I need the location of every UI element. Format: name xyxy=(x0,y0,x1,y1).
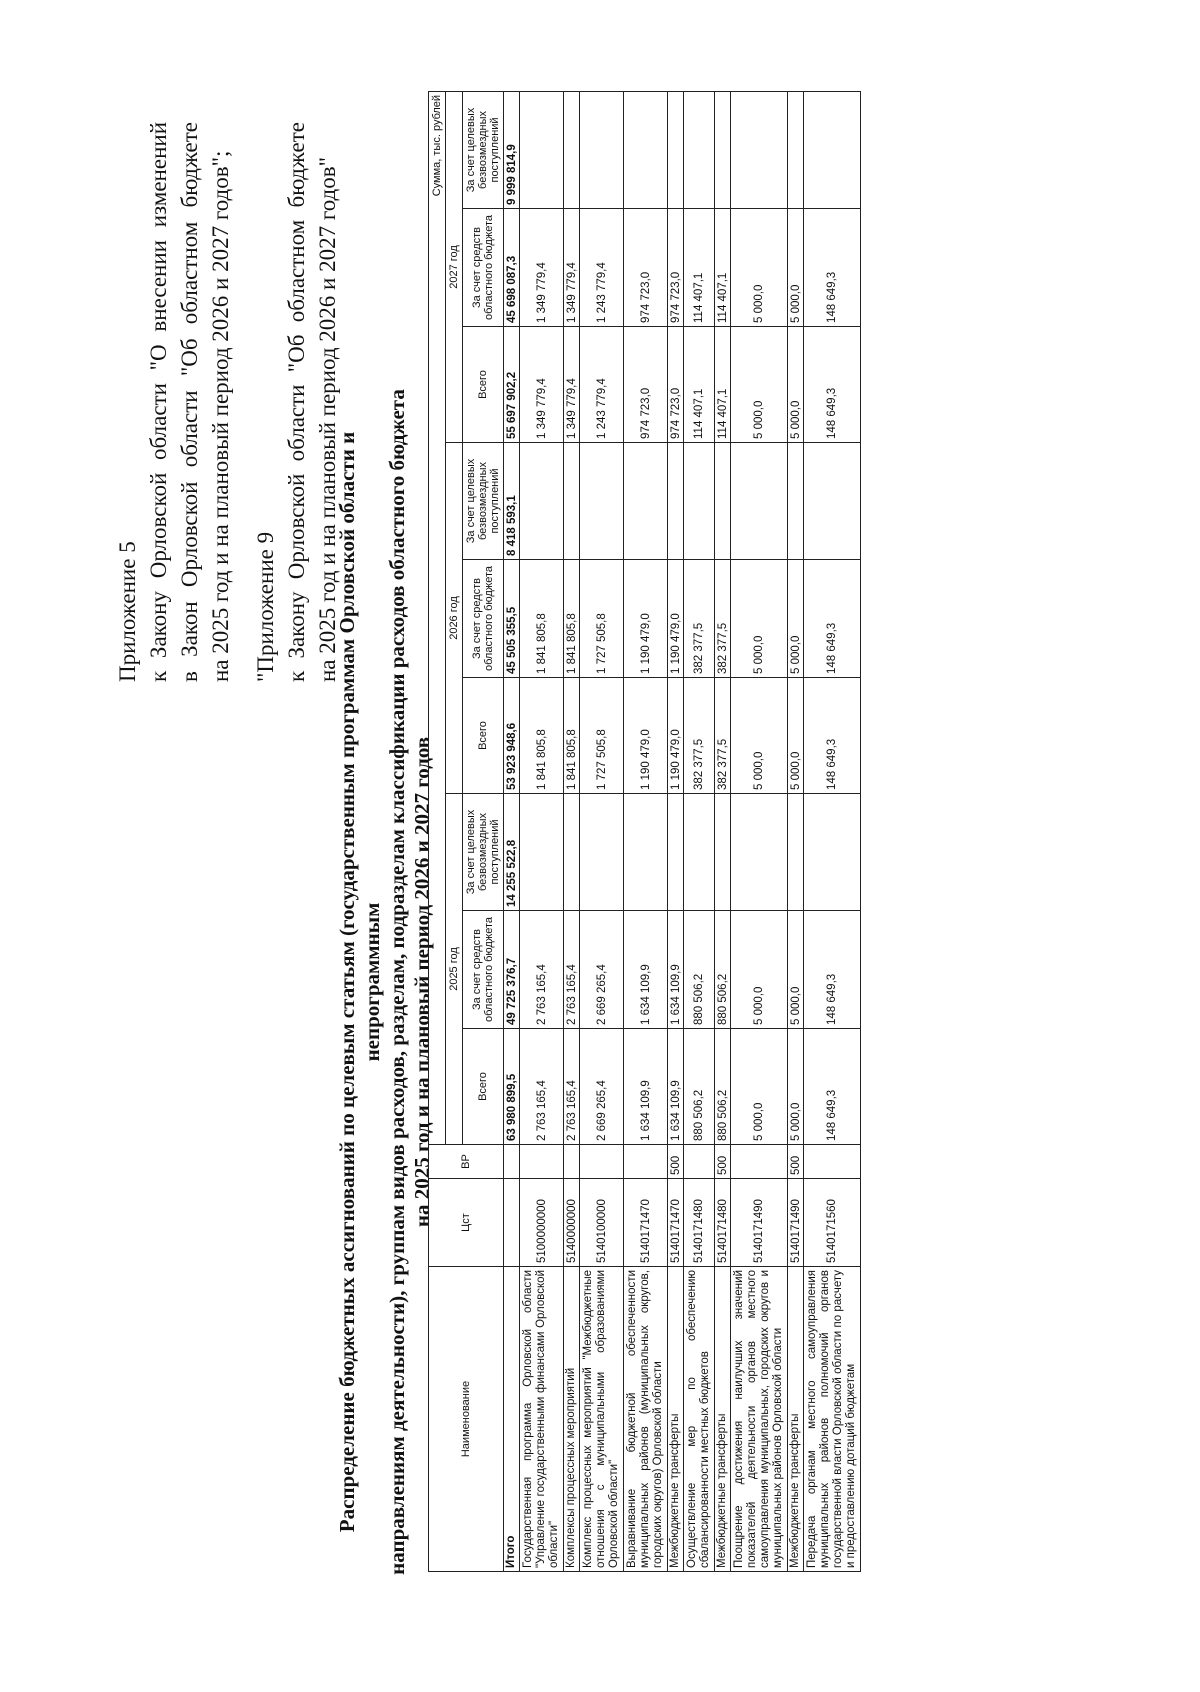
row-vr-cell: 500 xyxy=(788,1145,804,1179)
appendix-line: на 2025 год и на плановый период 2026 и 2027 годов"; xyxy=(208,150,233,682)
row-value-cell: 114 407,1 xyxy=(715,209,731,327)
appendix-block xyxy=(112,122,343,682)
row-value-cell: 880 506,2 xyxy=(684,911,715,1029)
row-value-cell: 382 377,5 xyxy=(684,678,715,794)
appendix-line: к Закону Орловской области "Об областном бюджете xyxy=(284,122,309,682)
row-cst-cell: 5140171490 xyxy=(731,1179,788,1267)
row-value-cell: 1 349 779,4 xyxy=(564,209,580,327)
row-cst-cell xyxy=(504,1179,520,1267)
row-value-cell: 1 634 109,9 xyxy=(668,911,684,1029)
header-targeted: За счет целевых безвозмездных поступлений xyxy=(463,443,504,560)
row-value-cell: 974 723,0 xyxy=(668,327,684,443)
row-value-cell: 2 763 165,4 xyxy=(520,911,564,1029)
title-line: на 2025 год и на плановый период 2026 и 2027 годов xyxy=(410,736,434,1228)
row-value-cell: 1 190 479,0 xyxy=(668,678,684,794)
row-name-cell: Итого xyxy=(504,1267,520,1572)
row-cst-cell: 5140171470 xyxy=(624,1179,668,1267)
row-value-cell: 55 697 902,2 xyxy=(504,327,520,443)
title-line: направлениям деятельности), группам видов расходов, разделам, подразделам классификации расходов областного бюджета xyxy=(385,389,409,1575)
row-value-cell: 2 669 265,4 xyxy=(580,1029,624,1145)
row-value-cell: 2 763 165,4 xyxy=(520,1029,564,1145)
row-value-cell: 1 243 779,4 xyxy=(580,327,624,443)
header-total: Всего xyxy=(463,1029,504,1145)
header-sum: Сумма, тыс. рублей xyxy=(429,91,446,1144)
row-value-cell: 63 980 899,5 xyxy=(504,1029,520,1145)
row-value-cell: 1 841 805,8 xyxy=(564,560,580,678)
row-value-cell: 114 407,1 xyxy=(684,209,715,327)
row-value-cell: 974 723,0 xyxy=(668,209,684,327)
table-row xyxy=(504,91,520,1571)
row-value-cell xyxy=(731,443,788,560)
row-value-cell: 5 000,0 xyxy=(788,560,804,678)
row-name-cell: Комплексы процессных мероприятий xyxy=(564,1267,580,1572)
appendix-line: в Закон Орловской области "Об областном бюджете xyxy=(177,122,202,682)
header-total: Всего xyxy=(463,327,504,443)
row-vr-cell xyxy=(804,1145,861,1179)
row-vr-cell xyxy=(684,1145,715,1179)
row-value-cell: 148 649,3 xyxy=(804,560,861,678)
row-value-cell: 1 349 779,4 xyxy=(564,327,580,443)
table-row xyxy=(731,91,788,1571)
appendix-line: к Закону Орловской области "О внесении изменений xyxy=(146,122,171,682)
row-value-cell xyxy=(804,91,861,208)
row-value-cell: 114 407,1 xyxy=(715,327,731,443)
row-value-cell: 880 506,2 xyxy=(715,1029,731,1145)
row-value-cell: 1 634 109,9 xyxy=(624,911,668,1029)
row-value-cell xyxy=(804,443,861,560)
row-value-cell: 1 841 805,8 xyxy=(520,678,564,794)
row-value-cell: 5 000,0 xyxy=(788,911,804,1029)
row-value-cell: 49 725 376,7 xyxy=(504,911,520,1029)
header-year-2027: 2027 год xyxy=(446,91,463,442)
row-value-cell: 1 634 109,9 xyxy=(624,1029,668,1145)
row-value-cell: 5 000,0 xyxy=(731,327,788,443)
row-value-cell: 1 841 805,8 xyxy=(520,560,564,678)
title-line: Распределение бюджетных ассигнований по целевым статьям (государственным программам Орловской области и непрограммным xyxy=(335,431,384,1533)
row-value-cell: 5 000,0 xyxy=(731,911,788,1029)
table-row xyxy=(520,91,564,1571)
row-value-cell: 5 000,0 xyxy=(731,560,788,678)
row-value-cell xyxy=(715,794,731,911)
row-cst-cell: 5140171480 xyxy=(684,1179,715,1267)
row-value-cell: 148 649,3 xyxy=(804,911,861,1029)
appendix-line: Приложение 5 xyxy=(115,541,140,682)
table-row xyxy=(804,91,861,1571)
row-value-cell: 1 349 779,4 xyxy=(520,327,564,443)
row-name-cell: Межбюджетные трансферты xyxy=(668,1267,684,1572)
row-value-cell: 45 698 087,3 xyxy=(504,209,520,327)
table-row xyxy=(715,91,731,1571)
row-value-cell: 5 000,0 xyxy=(788,209,804,327)
row-value-cell: 148 649,3 xyxy=(804,678,861,794)
row-vr-cell xyxy=(580,1145,624,1179)
header-total: Всего xyxy=(463,678,504,794)
table-row xyxy=(624,91,668,1571)
row-value-cell: 1 190 479,0 xyxy=(624,560,668,678)
header-name: Наименование xyxy=(429,1267,504,1572)
budget-table-wrapper xyxy=(428,94,861,1572)
row-value-cell xyxy=(715,443,731,560)
header-regional: За счет средств областного бюджета xyxy=(463,560,504,678)
row-value-cell xyxy=(684,794,715,911)
row-value-cell: 5 000,0 xyxy=(731,209,788,327)
row-name-cell: Передача органам местного самоуправления муниципальных районов полномочий органов государственной власти Орловской области по расчету и предоставлению дотаций бюджетам xyxy=(804,1267,861,1572)
row-cst-cell: 5140100000 xyxy=(580,1179,624,1267)
row-value-cell: 9 999 814,9 xyxy=(504,91,520,208)
row-value-cell: 2 763 165,4 xyxy=(564,1029,580,1145)
row-value-cell: 14 255 522,8 xyxy=(504,794,520,911)
row-vr-cell xyxy=(504,1145,520,1179)
row-cst-cell: 5140000000 xyxy=(564,1179,580,1267)
table-body xyxy=(504,91,861,1571)
row-value-cell xyxy=(684,443,715,560)
budget-table xyxy=(428,91,861,1572)
row-value-cell: 5 000,0 xyxy=(788,327,804,443)
row-value-cell xyxy=(564,443,580,560)
row-value-cell: 1 634 109,9 xyxy=(668,1029,684,1145)
header-vr: ВР xyxy=(429,1145,504,1179)
row-value-cell xyxy=(668,91,684,208)
row-value-cell xyxy=(668,794,684,911)
row-cst-cell: 5140171470 xyxy=(668,1179,684,1267)
row-value-cell xyxy=(580,91,624,208)
row-value-cell: 382 377,5 xyxy=(715,678,731,794)
row-value-cell: 114 407,1 xyxy=(684,327,715,443)
row-value-cell: 8 418 593,1 xyxy=(504,443,520,560)
row-value-cell: 45 505 355,5 xyxy=(504,560,520,678)
row-value-cell: 974 723,0 xyxy=(624,209,668,327)
header-regional: За счет средств областного бюджета xyxy=(463,911,504,1029)
row-value-cell xyxy=(580,443,624,560)
row-value-cell xyxy=(684,91,715,208)
row-name-cell: Межбюджетные трансферты xyxy=(788,1267,804,1572)
row-vr-cell: 500 xyxy=(668,1145,684,1179)
row-value-cell: 880 506,2 xyxy=(715,911,731,1029)
row-value-cell: 148 649,3 xyxy=(804,209,861,327)
row-value-cell xyxy=(520,443,564,560)
row-value-cell: 974 723,0 xyxy=(624,327,668,443)
table-row xyxy=(668,91,684,1571)
row-cst-cell: 5140171480 xyxy=(715,1179,731,1267)
row-value-cell: 382 377,5 xyxy=(715,560,731,678)
row-value-cell: 1 727 505,8 xyxy=(580,560,624,678)
row-value-cell: 2 763 165,4 xyxy=(564,911,580,1029)
row-value-cell xyxy=(715,91,731,208)
row-value-cell: 1 349 779,4 xyxy=(520,209,564,327)
header-cst: Цст xyxy=(429,1179,504,1267)
table-row xyxy=(788,91,804,1571)
row-name-cell: Поощрение достижения наилучших значений показателей деятельности органов местного самоуправления муниципальных, городских округов и муниципальных районов Орловской области xyxy=(731,1267,788,1572)
row-value-cell xyxy=(624,794,668,911)
row-vr-cell xyxy=(520,1145,564,1179)
row-value-cell xyxy=(804,794,861,911)
appendix-line: на 2025 год и на плановый период 2026 и 2027 годов" xyxy=(315,157,340,682)
row-value-cell xyxy=(520,794,564,911)
row-value-cell xyxy=(624,91,668,208)
row-value-cell: 148 649,3 xyxy=(804,1029,861,1145)
row-value-cell xyxy=(731,91,788,208)
table-row xyxy=(684,91,715,1571)
table-row xyxy=(580,91,624,1571)
header-regional: За счет средств областного бюджета xyxy=(463,209,504,327)
row-name-cell: Комплекс процессных мероприятий "Межбюджетные отношения с муниципальными образованиями Орловской области" xyxy=(580,1267,624,1572)
row-value-cell: 1 190 479,0 xyxy=(668,560,684,678)
row-name-cell: Межбюджетные трансферты xyxy=(715,1267,731,1572)
row-vr-cell xyxy=(564,1145,580,1179)
row-value-cell: 5 000,0 xyxy=(731,1029,788,1145)
document-title xyxy=(335,352,435,1612)
row-value-cell xyxy=(788,91,804,208)
row-vr-cell xyxy=(731,1145,788,1179)
row-cst-cell: 5140171490 xyxy=(788,1179,804,1267)
header-year-2025: 2025 год xyxy=(446,794,463,1145)
row-name-cell: Государственная программа Орловской области "Управление государственными финансами Орловской области" xyxy=(520,1267,564,1572)
row-value-cell xyxy=(788,794,804,911)
row-value-cell: 148 649,3 xyxy=(804,327,861,443)
row-value-cell xyxy=(520,91,564,208)
row-value-cell: 382 377,5 xyxy=(684,560,715,678)
row-value-cell xyxy=(731,794,788,911)
row-value-cell: 1 727 505,8 xyxy=(580,678,624,794)
row-value-cell xyxy=(580,794,624,911)
row-cst-cell: 5100000000 xyxy=(520,1179,564,1267)
row-name-cell: Выравнивание бюджетной обеспеченности муниципальных районов (муниципальных округов, городских округов) Орловской области xyxy=(624,1267,668,1572)
row-vr-cell xyxy=(624,1145,668,1179)
row-name-cell: Осуществление мер по обеспечению сбалансированности местных бюджетов xyxy=(684,1267,715,1572)
header-year-2026: 2026 год xyxy=(446,443,463,794)
row-value-cell: 5 000,0 xyxy=(788,678,804,794)
row-value-cell: 53 923 948,6 xyxy=(504,678,520,794)
header-targeted: За счет целевых безвозмездных поступлений xyxy=(463,794,504,911)
table-row xyxy=(564,91,580,1571)
row-value-cell: 5 000,0 xyxy=(731,678,788,794)
row-value-cell: 1 190 479,0 xyxy=(624,678,668,794)
row-value-cell: 5 000,0 xyxy=(788,1029,804,1145)
row-value-cell: 2 669 265,4 xyxy=(580,911,624,1029)
row-value-cell: 1 841 805,8 xyxy=(564,678,580,794)
row-value-cell: 1 243 779,4 xyxy=(580,209,624,327)
row-value-cell xyxy=(564,794,580,911)
row-value-cell: 880 506,2 xyxy=(684,1029,715,1145)
row-value-cell xyxy=(624,443,668,560)
appendix-line: "Приложение 9 xyxy=(253,531,278,682)
row-cst-cell: 5140171560 xyxy=(804,1179,861,1267)
header-targeted: За счет целевых безвозмездных поступлений xyxy=(463,91,504,208)
row-value-cell xyxy=(788,443,804,560)
row-value-cell xyxy=(668,443,684,560)
row-vr-cell: 500 xyxy=(715,1145,731,1179)
row-value-cell xyxy=(564,91,580,208)
